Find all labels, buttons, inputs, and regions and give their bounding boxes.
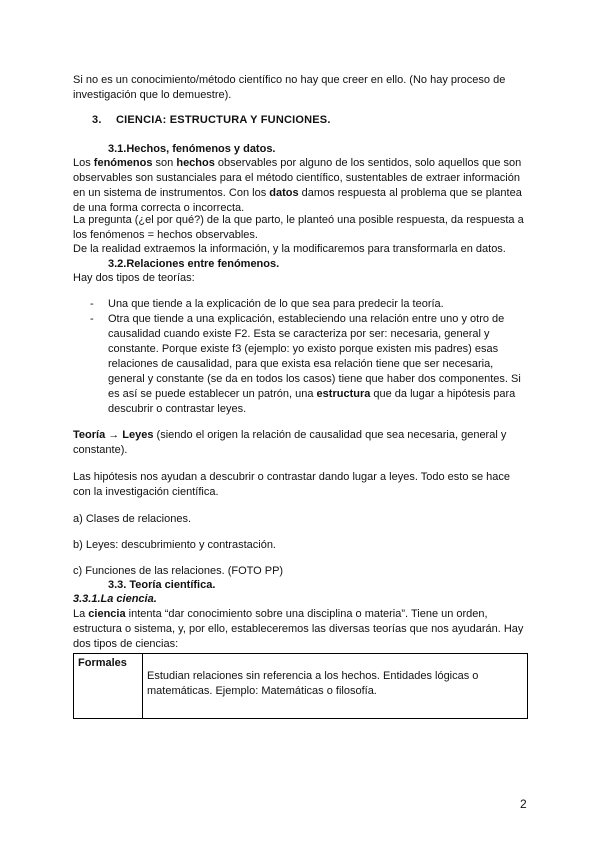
text: Los bbox=[73, 157, 94, 169]
table-desc-cell: Estudian relaciones sin referencia a los hechos. Entidades lógicas o matemáticas. Ejemplo: Matemáticas o filosofía. bbox=[143, 654, 528, 719]
page-number: 2 bbox=[520, 797, 527, 811]
section-3-1-heading: 3.1.Hechos, fenómenos y datos. bbox=[108, 143, 276, 155]
item-c: c) Funciones de las relaciones. (FOTO PP) bbox=[73, 565, 284, 577]
bold-datos: datos bbox=[269, 187, 299, 199]
section-3-heading bbox=[92, 113, 331, 128]
tipos-teorias-intro: Hay dos tipos de teorías: bbox=[73, 272, 195, 284]
bold-hechos: hechos bbox=[176, 157, 215, 169]
section-3-title: CIENCIA: ESTRUCTURA Y FUNCIONES. bbox=[116, 114, 331, 126]
text: intenta “dar conocimiento sobre una disciplina o materia”. Tiene un orden, estructura o sistema, y, por ello, estableceremos las diversas teorías que nos ayudarán. Hay dos tipos de ciencias: bbox=[73, 608, 524, 650]
item-b: b) Leyes: descubrimiento y contrastación. bbox=[73, 539, 276, 551]
text: damos respuesta al problema que se plantea de una forma correcta o incorrecta. bbox=[73, 187, 522, 214]
section-3-2-heading: 3.2.Relaciones entre fenómenos. bbox=[108, 258, 280, 270]
intro-paragraph: Si no es un conocimiento/método científico no hay que creer en ello. (No hay proceso de investigación que lo demuestre). bbox=[73, 74, 506, 101]
pregunta-paragraph: La pregunta (¿el por qué?) de la que parto, le planteó una posible respuesta, da respuesta a los fenómenos = hechos observables. bbox=[73, 214, 524, 241]
bold-estructura: estructura bbox=[316, 388, 371, 400]
table-label-cell: Formales bbox=[74, 654, 143, 719]
bold-teoria-leyes: Teoría → Leyes bbox=[73, 429, 154, 441]
hipotesis-paragraph: Las hipótesis nos ayudan a descubrir o contrastar dando lugar a leyes. Todo esto se hace con la investigación científica. bbox=[73, 471, 511, 498]
section-3-number: 3. bbox=[92, 114, 102, 126]
bullet-marker: - bbox=[90, 313, 94, 325]
ciencias-table bbox=[73, 653, 528, 719]
teoria-leyes-paragraph bbox=[73, 428, 530, 458]
text: que da lugar a hipótesis para descubrir o contrastar leyes. bbox=[108, 388, 516, 415]
text: observables por alguno de los sentidos, solo aquellos que son observables son sustanciales para el método científico, sustentables de extraer información en un sistema de instrumentos. Con los bbox=[73, 157, 522, 199]
text: (siendo el origen la relación de causalidad que sea necesaria, general y constante). bbox=[73, 429, 507, 456]
text: son bbox=[152, 157, 177, 169]
list-item bbox=[108, 312, 530, 417]
bold-ciencia: ciencia bbox=[88, 608, 126, 620]
item-a: a) Clases de relaciones. bbox=[73, 513, 192, 525]
bold-fenomenos: fenómenos bbox=[93, 157, 153, 169]
realidad-paragraph: De la realidad extraemos la información, y la modificaremos para transformarla en datos. bbox=[73, 243, 506, 255]
list-item: Una que tiende a la explicación de lo que sea para predecir la teoría. bbox=[108, 298, 444, 310]
bullet-marker: - bbox=[90, 298, 94, 310]
section-3-3-1-heading: 3.3.1.La ciencia. bbox=[73, 593, 157, 605]
table-row bbox=[74, 654, 528, 719]
text: Otra que tiende a una explicación, estableciendo una relación entre uno y otro de causalidad cuando existe F2. Esta se caracteriza por ser: necesaria, general y constante. Porque existe f3 (ejemplo: yo existo porque existen mis padres) esas relaciones de causalidad, para que exista esa relación tiene que ser necesaria, general y constante (se da en todos los casos) tiene que haber dos componentes. Si es así se puede establecer un patrón, una bbox=[108, 313, 521, 400]
text: La bbox=[73, 608, 89, 620]
section-3-3-heading: 3.3. Teoría científica. bbox=[108, 579, 216, 591]
ciencia-paragraph bbox=[73, 607, 530, 652]
fenomenos-paragraph bbox=[73, 156, 530, 216]
